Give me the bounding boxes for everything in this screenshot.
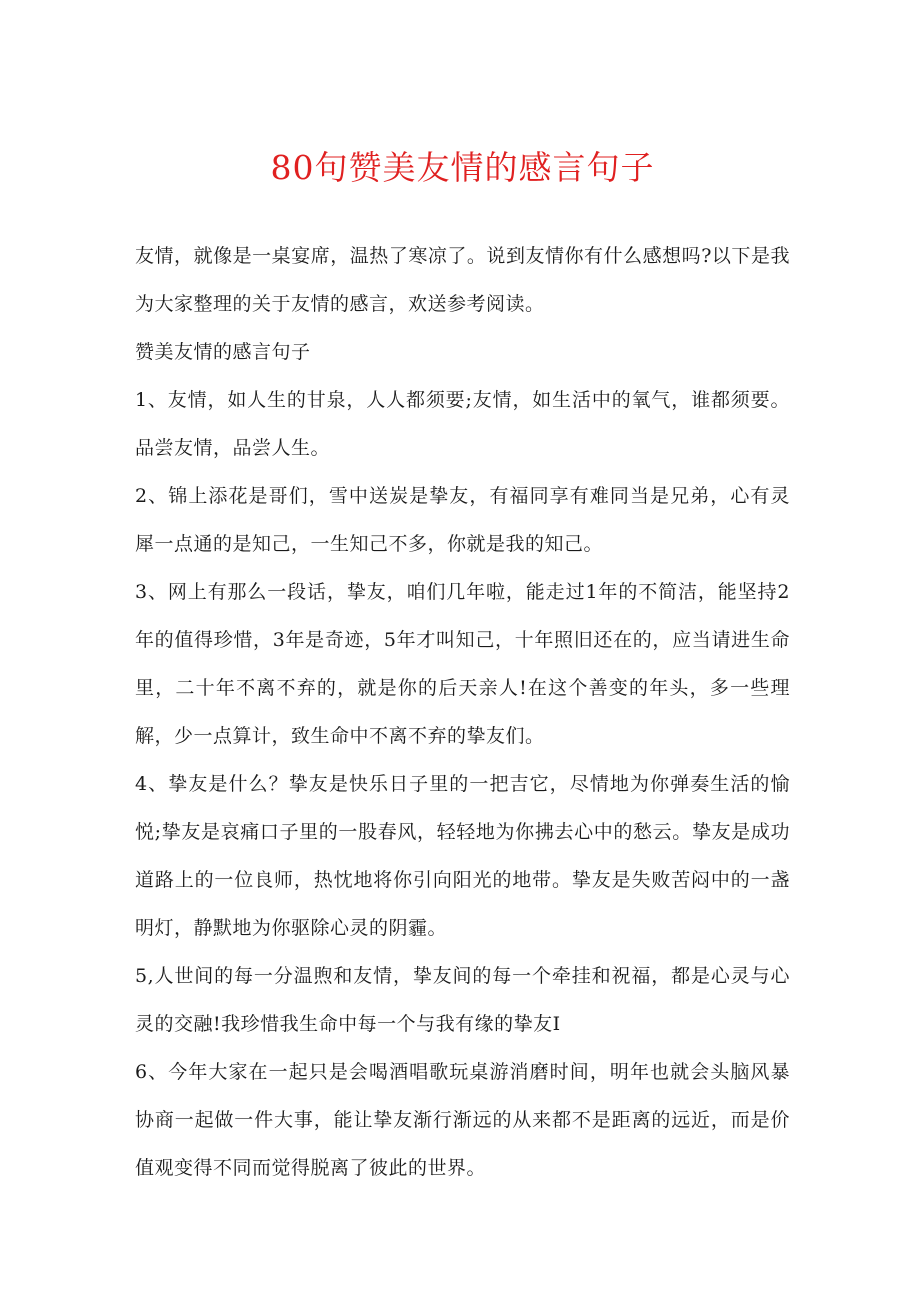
list-item-6: 6、今年大家在一起只是会喝酒唱歌玩桌游消磨时间，明年也就会头脑风暴协商一起做一件大事，能让挚友渐行渐远的从来都不是距离的远近，而是价值观变得不同而觉得脱离了彼此的世界。 — [135, 1061, 790, 1179]
list-item-5: 5,人世间的每一分温煦和友情，挚友间的每一个牵挂和祝福，都是心灵与心灵的交融!我珍惜我生命中每一个与我有缘的挚友I — [135, 965, 790, 1035]
list-item-4: 4、挚友是什么？挚友是快乐日子里的一把吉它，尽情地为你弹奏生活的愉悦;挚友是哀痛口子里的一股春风，轻轻地为你拂去心中的愁云。挚友是成功道路上的一位良师，热忱地将你引向阳光的地带。挚友是失败苦闷中的一盏明灯，静默地为你驱除心灵的阴霾。 — [135, 773, 790, 939]
list-item-1: 1、友情，如人生的甘泉，人人都须要;友情，如生活中的氧气，谁都须要。品尝友情，品尝人生。 — [135, 389, 790, 459]
intro-paragraph: 友情，就像是一桌宴席，温热了寒凉了。说到友情你有什么感想吗?以下是我为大家整理的关于友情的感言，欢送参考阅读。 — [135, 245, 790, 315]
list-item-2: 2、锦上添花是哥们，雪中送炭是挚友，有福同享有难同当是兄弟，心有灵犀一点通的是知己，一生知己不多，你就是我的知己。 — [135, 485, 790, 555]
document-title: 80句赞美友情的感言句子 — [270, 148, 655, 187]
list-item-3: 3、网上有那么一段话，挚友，咱们几年啦，能走过1年的不简洁，能坚持2年的值得珍惜，3年是奇迹，5年才叫知己，十年照旧还在的，应当请进生命里，二十年不离不弃的，就是你的后天亲人!在这个善变的年头，多一些理解，少一点算计，致生命中不离不弃的挚友们。 — [135, 581, 790, 747]
section-heading: 赞美友情的感言句子 — [135, 341, 311, 363]
